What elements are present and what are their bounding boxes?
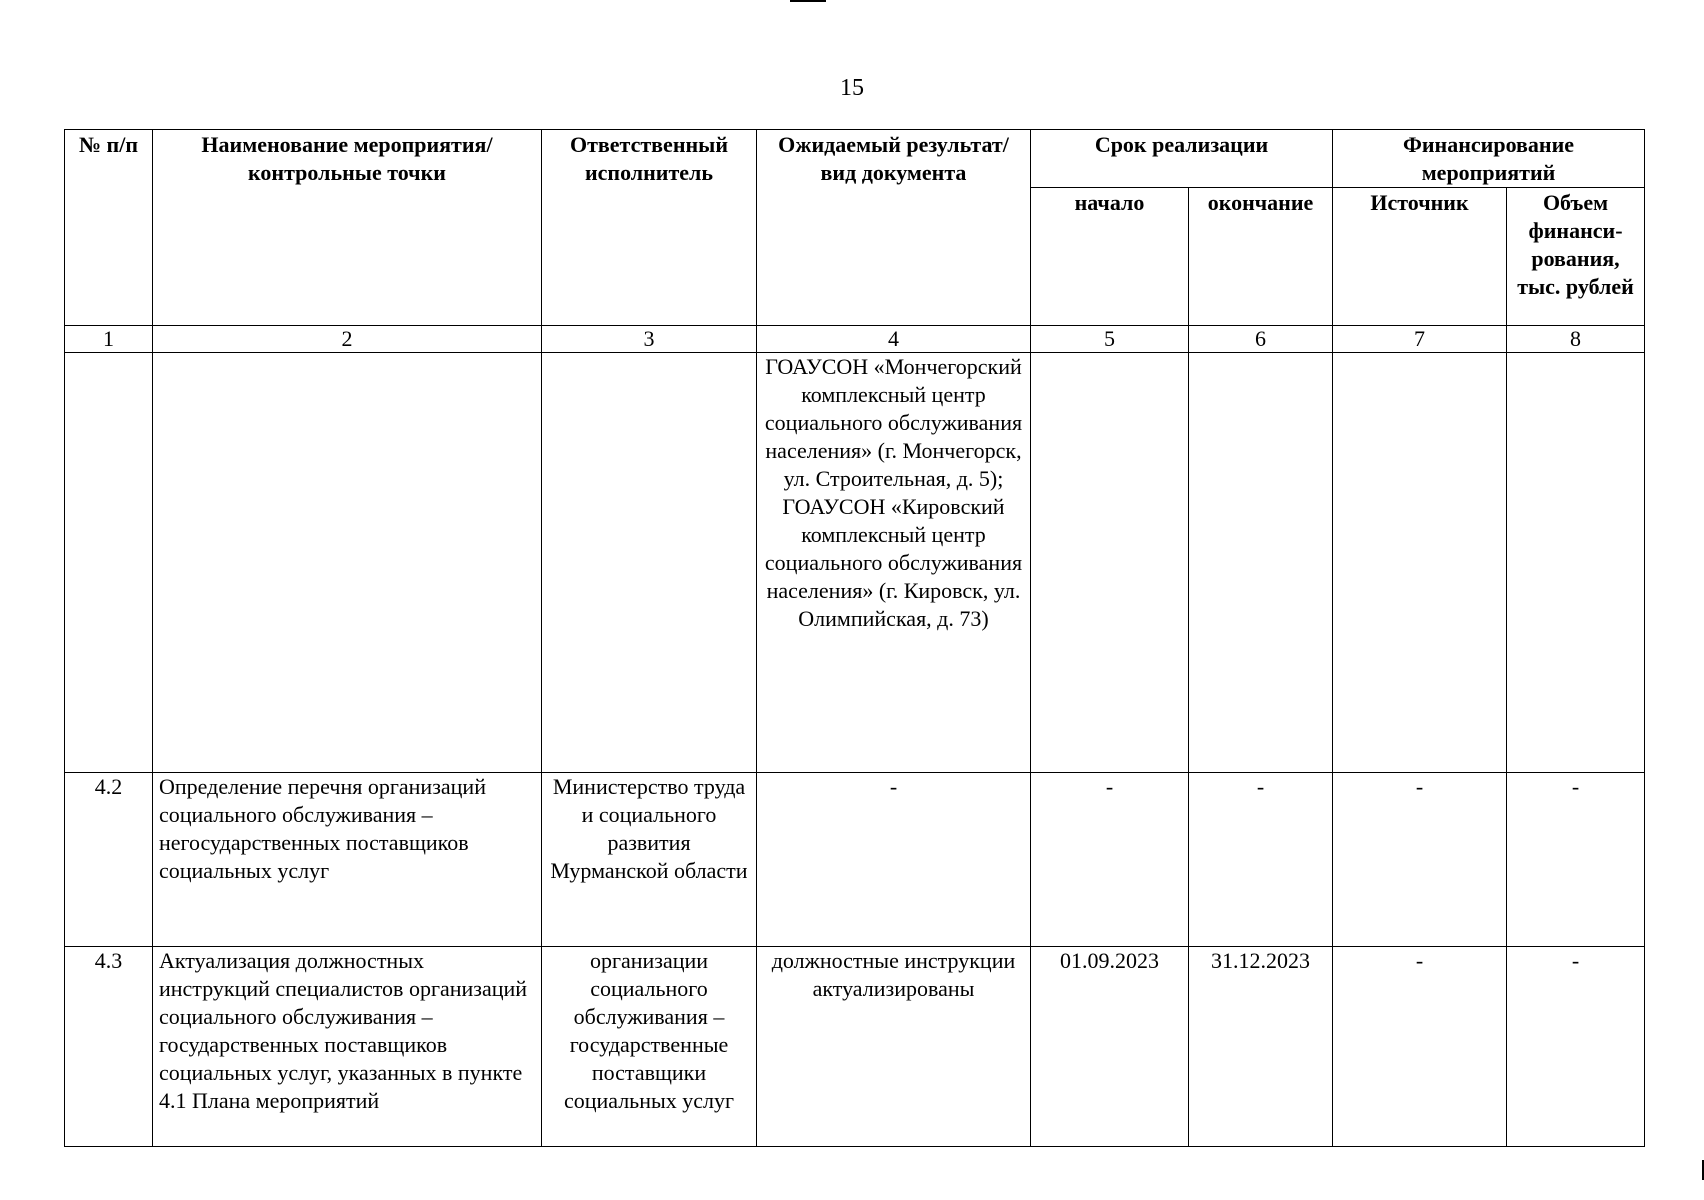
table-row [65, 773, 1645, 947]
column-number: 1 [65, 326, 153, 353]
cell-result: ГОАУСОН «Мончегорский комплексный центр социального обслуживания населения» (г. Мончегорск, ул. Строительная, д. 5); ГОАУСОН «Кировский комплексный центр социального обслуживания населения» (г. Кировск, ул. Олимпийская, д. 73) [757, 353, 1031, 773]
cell-volume [1507, 353, 1645, 773]
column-number-row [65, 326, 1645, 353]
cell-source: - [1333, 773, 1507, 947]
cell-num: 4.3 [65, 947, 153, 1147]
column-number: 8 [1507, 326, 1645, 353]
cell-end: - [1189, 773, 1333, 947]
column-number: 7 [1333, 326, 1507, 353]
column-number: 5 [1031, 326, 1189, 353]
header-row [65, 130, 1645, 188]
cell-source: - [1333, 947, 1507, 1147]
header-finance-group: Финансирование мероприятий [1333, 130, 1645, 188]
cell-volume: - [1507, 773, 1645, 947]
cell-start: - [1031, 773, 1189, 947]
cell-result: должностные инструкции актуализированы [757, 947, 1031, 1147]
header-num: № п/п [65, 130, 153, 326]
column-number: 2 [153, 326, 542, 353]
cell-end [1189, 353, 1333, 773]
cell-volume: - [1507, 947, 1645, 1147]
cell-num: 4.2 [65, 773, 153, 947]
cell-responsible: Министерство труда и социального развития Мурманской области [542, 773, 757, 947]
cell-responsible: организации социального обслуживания – государственные поставщики социальных услуг [542, 947, 757, 1147]
page-number: 15 [840, 75, 864, 101]
column-number: 3 [542, 326, 757, 353]
cell-responsible [542, 353, 757, 773]
header-result: Ожидаемый результат/вид документа [757, 130, 1031, 326]
cell-source [1333, 353, 1507, 773]
cell-start [1031, 353, 1189, 773]
cell-name: Определение перечня организаций социального обслуживания – негосударственных поставщиков социальных услуг [153, 773, 542, 947]
top-edge-mark [790, 0, 826, 2]
header-term-group: Срок реализации [1031, 130, 1333, 188]
header-term-start: начало [1031, 188, 1189, 326]
table-row [65, 947, 1645, 1147]
cell-name [153, 353, 542, 773]
cell-num [65, 353, 153, 773]
cell-end: 31.12.2023 [1189, 947, 1333, 1147]
header-finance-source: Источник [1333, 188, 1507, 326]
cell-result: - [757, 773, 1031, 947]
action-plan-table [64, 129, 1645, 1147]
header-finance-volume: Объем финанси-рования, тыс. рублей [1507, 188, 1645, 326]
header-name: Наименование мероприятия/ контрольные точки [153, 130, 542, 326]
column-number: 4 [757, 326, 1031, 353]
header-responsible: Ответственный исполнитель [542, 130, 757, 326]
header-term-end: окончание [1189, 188, 1333, 326]
cell-name: Актуализация должностных инструкций специалистов организаций социального обслуживания – государственных поставщиков социальных услуг, указанных в пункте 4.1 Плана мероприятий [153, 947, 542, 1147]
column-number: 6 [1189, 326, 1333, 353]
table-row [65, 353, 1645, 773]
cell-start: 01.09.2023 [1031, 947, 1189, 1147]
